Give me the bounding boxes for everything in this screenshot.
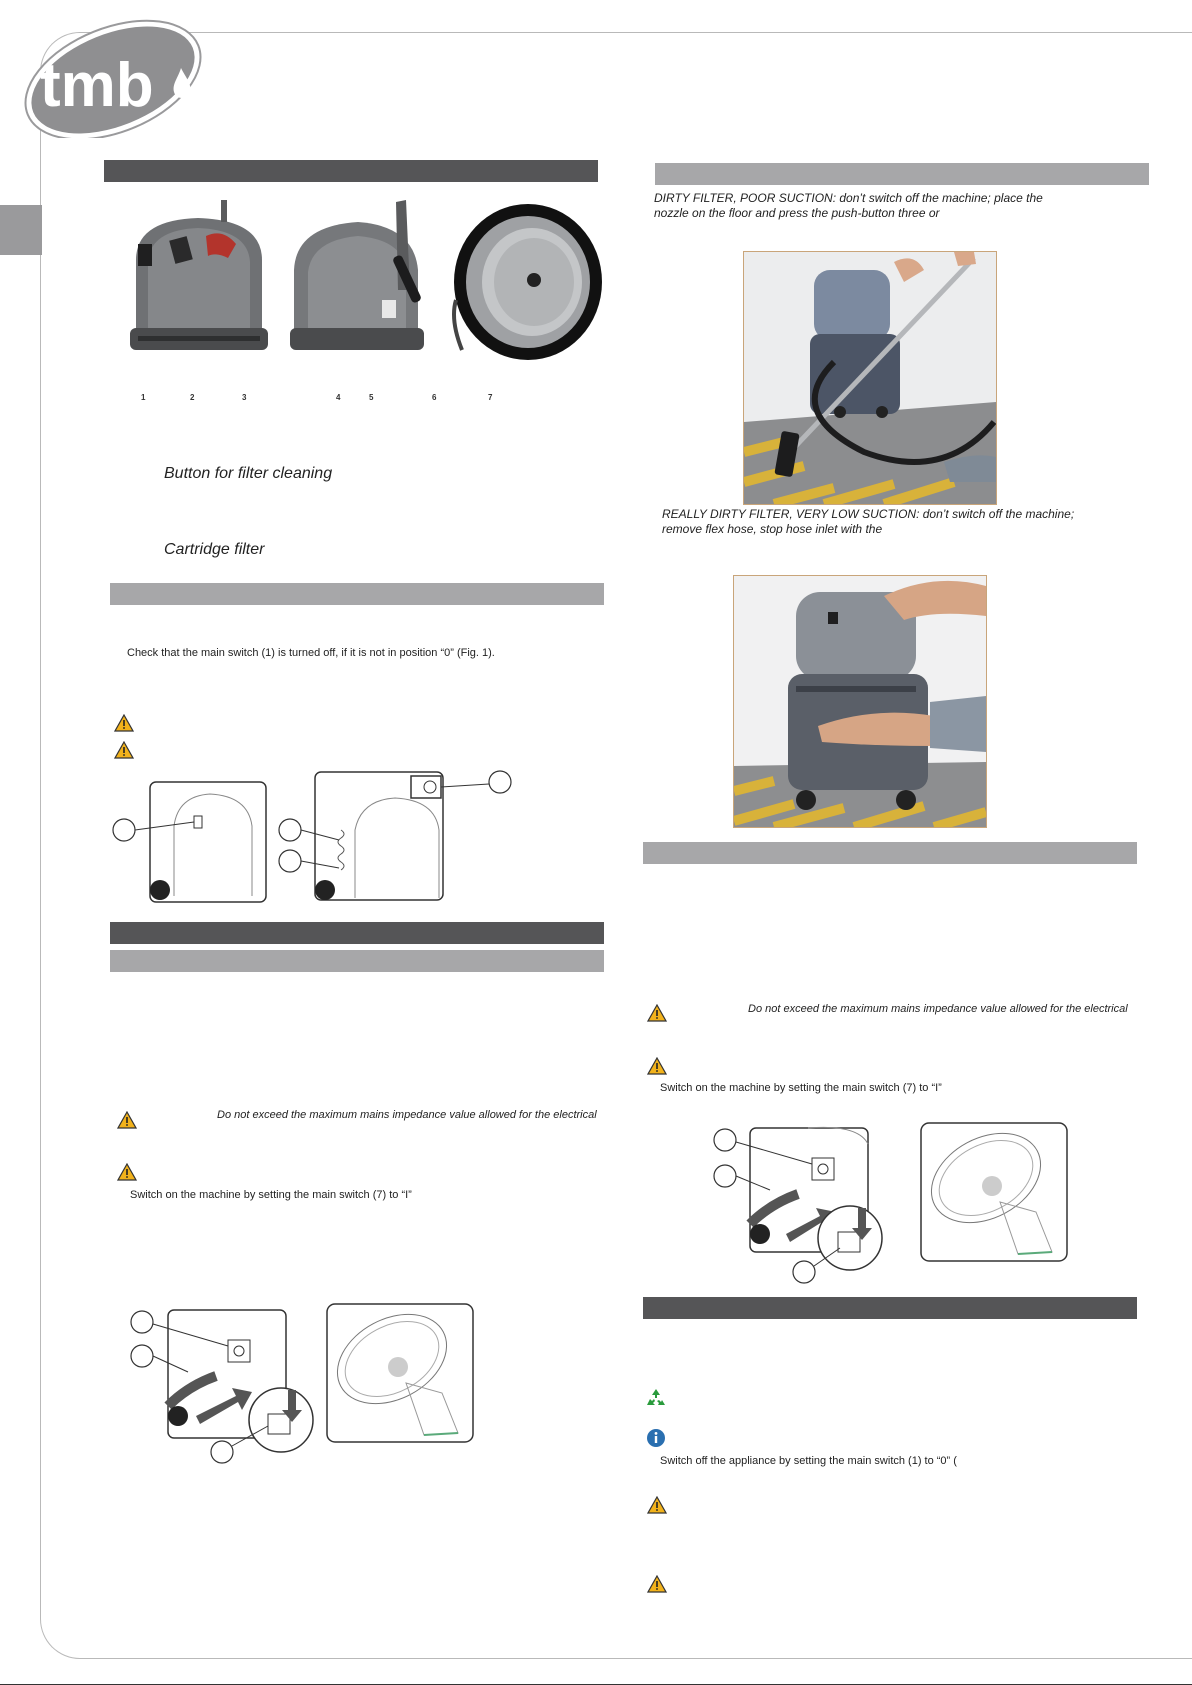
recycle-icon	[644, 1387, 668, 1414]
section-header-bar	[110, 922, 604, 944]
info-icon	[646, 1428, 666, 1453]
cartridge-filter-photo	[448, 200, 603, 362]
side-tab	[0, 205, 42, 255]
warning-icon	[647, 1496, 667, 1519]
machine-head-front-photo	[128, 200, 270, 360]
really-dirty-text-line-2: remove flex hose, stop hose inlet with the	[662, 522, 883, 536]
funnel-adapter-illustration	[920, 1122, 1068, 1262]
dirty-filter-photo	[743, 251, 997, 505]
fig1-number-4: 4	[336, 393, 341, 402]
impedance-warning-text: Do not exceed the maximum mains impedance value allowed for the electrical	[217, 1109, 597, 1121]
machine-head-back-photo	[288, 200, 438, 360]
section-header-bar	[104, 160, 598, 182]
switch-off-text: Switch off the appliance by setting the main switch (1) to “0” (	[660, 1455, 957, 1467]
fig1-number-2: 2	[190, 393, 195, 402]
caption-cartridge-filter: Cartridge filter	[164, 541, 265, 558]
check-main-switch-text: Check that the main switch (1) is turned off, if it is not in position “0” (Fig. 1).	[127, 647, 495, 659]
warning-icon	[114, 741, 134, 764]
impedance-warning-text: Do not exceed the maximum mains impedance value allowed for the electrical	[748, 1003, 1128, 1015]
warning-icon	[647, 1575, 667, 1598]
caption-filter-cleaning-button: Button for filter cleaning	[164, 465, 333, 482]
dirty-filter-text-line-2: nozzle on the floor and press the push-button three or	[654, 206, 940, 220]
switch-on-text: Switch on the machine by setting the main switch (7) to “I”	[130, 1189, 412, 1201]
section-header-bar	[655, 163, 1149, 185]
section-subheader-bar	[110, 950, 604, 972]
fig1-number-5: 5	[369, 393, 374, 402]
hose-connection-illustration	[128, 1306, 318, 1466]
really-dirty-filter-photo	[733, 575, 987, 828]
warning-icon	[647, 1004, 667, 1027]
brand-logo	[18, 8, 208, 138]
section-header-bar	[643, 1297, 1137, 1319]
fig1-number-3: 3	[242, 393, 247, 402]
fig1-number-7: 7	[488, 393, 493, 402]
section-header-bar	[110, 583, 604, 605]
warning-icon	[117, 1111, 137, 1134]
dirty-filter-text-line-1: DIRTY FILTER, POOR SUCTION: don’t switch off the machine; place the	[654, 191, 1043, 205]
fig1-number-1: 1	[141, 393, 146, 402]
power-cable-illustration	[275, 770, 515, 904]
warning-icon	[114, 714, 134, 737]
hose-connection-illustration	[708, 1124, 898, 1284]
logo-text: tmb	[40, 51, 154, 120]
funnel-adapter-illustration	[326, 1303, 474, 1443]
section-header-bar	[643, 842, 1137, 864]
fig1-number-6: 6	[432, 393, 437, 402]
main-switch-illustration	[108, 776, 268, 904]
warning-icon	[647, 1057, 667, 1080]
really-dirty-text-line-1: REALLY DIRTY FILTER, VERY LOW SUCTION: don’t switch off the machine;	[662, 507, 1075, 521]
warning-icon	[117, 1163, 137, 1186]
switch-on-text: Switch on the machine by setting the main switch (7) to “I”	[660, 1082, 942, 1094]
